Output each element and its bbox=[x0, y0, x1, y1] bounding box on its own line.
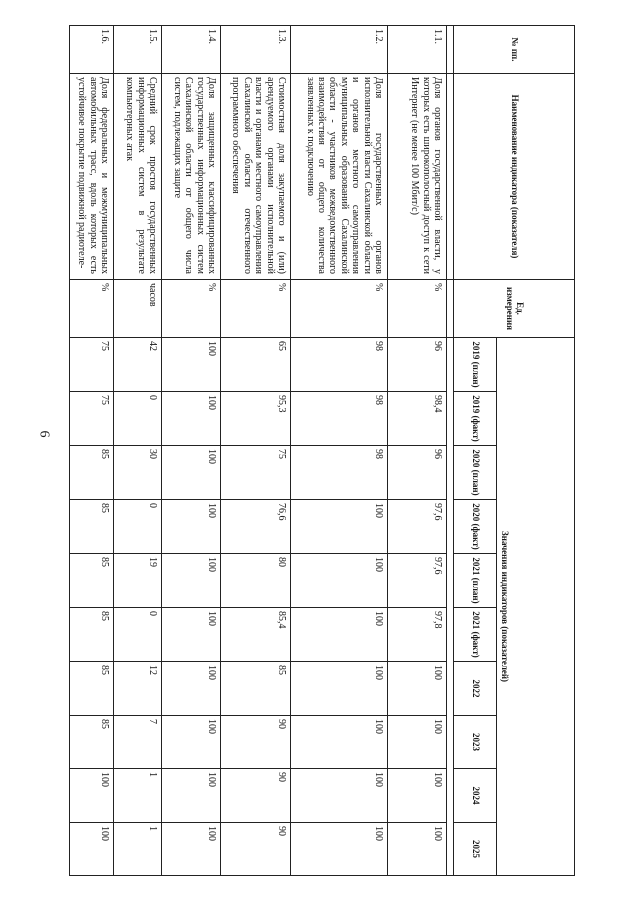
table-header-spacer-row bbox=[447, 26, 454, 876]
row-number-cell: 1.3. bbox=[221, 26, 291, 74]
row-number-cell: 1.5. bbox=[114, 26, 162, 74]
value-cell: 30 bbox=[114, 446, 162, 500]
value-cell: 80 bbox=[221, 554, 291, 608]
value-cell: 85 bbox=[221, 662, 291, 716]
value-cell: 100 bbox=[291, 500, 388, 554]
value-cell: 100 bbox=[162, 769, 221, 823]
table-row bbox=[388, 26, 447, 876]
value-cell: 75 bbox=[70, 392, 114, 446]
value-cell: 90 bbox=[221, 716, 291, 769]
value-cell: 85 bbox=[70, 608, 114, 662]
value-cell: 0 bbox=[114, 392, 162, 446]
value-cell: 90 bbox=[221, 769, 291, 823]
value-cell: 76,6 bbox=[221, 500, 291, 554]
indicator-name-cell: Средний срок простоя государственных информационных систем в результате компьютерных атак bbox=[114, 74, 162, 280]
value-cell: 98 bbox=[291, 338, 388, 392]
row-number-cell: 1.1. bbox=[388, 26, 447, 74]
value-cell: 85 bbox=[70, 554, 114, 608]
header-unit: Ед. измерения bbox=[454, 280, 575, 338]
value-cell: 42 bbox=[114, 338, 162, 392]
value-cell: 0 bbox=[114, 608, 162, 662]
value-cell: 100 bbox=[162, 716, 221, 769]
indicators-table bbox=[69, 25, 575, 876]
value-cell: 100 bbox=[388, 662, 447, 716]
value-cell: 100 bbox=[162, 662, 221, 716]
value-cell: 100 bbox=[162, 392, 221, 446]
spacer-cell bbox=[447, 74, 454, 280]
rotated-page bbox=[76, 25, 575, 875]
spacer-cell bbox=[447, 280, 454, 338]
value-cell: 85 bbox=[70, 716, 114, 769]
value-cell: 95,3 bbox=[221, 392, 291, 446]
value-cell: 97,6 bbox=[388, 500, 447, 554]
value-cell: 97,6 bbox=[388, 554, 447, 608]
value-cell: 100 bbox=[162, 554, 221, 608]
value-cell: 100 bbox=[70, 769, 114, 823]
header-values-group: Значения индикаторов (показателей) bbox=[497, 338, 575, 876]
value-cell: 100 bbox=[162, 500, 221, 554]
value-cell: 96 bbox=[388, 446, 447, 500]
table-header-row bbox=[497, 26, 575, 876]
value-cell: 100 bbox=[291, 662, 388, 716]
value-cell: 100 bbox=[162, 338, 221, 392]
value-cell: 100 bbox=[291, 554, 388, 608]
value-cell: 1 bbox=[114, 769, 162, 823]
indicator-name-cell: Доля федеральных и межмуниципальных автомобильных трасс, вдоль которых есть устойчивое покрытие подвижной радиотеле- bbox=[70, 74, 114, 280]
value-cell: 100 bbox=[291, 769, 388, 823]
value-cell: 12 bbox=[114, 662, 162, 716]
header-name: Наименование индикатора (показателя) bbox=[454, 74, 575, 280]
header-year: 2021 (факт) bbox=[454, 608, 497, 662]
table-row bbox=[114, 26, 162, 876]
value-cell: 75 bbox=[70, 338, 114, 392]
indicator-name-cell: Доля органов государственной власти, у которых есть широкополосный доступ к сети Интернет (не менее 100 Мбит/с) bbox=[388, 74, 447, 280]
indicator-name-cell: Стоимостная доля закупаемого и (или) арендуемого органами исполнительной власти и органами местного самоуправления Сахалинской области отечественного программного обеспечения bbox=[221, 74, 291, 280]
value-cell: 85 bbox=[70, 662, 114, 716]
value-cell: 100 bbox=[162, 446, 221, 500]
row-number-cell: 1.2. bbox=[291, 26, 388, 74]
value-cell: 90 bbox=[221, 823, 291, 876]
value-cell: 75 bbox=[221, 446, 291, 500]
value-cell: 7 bbox=[114, 716, 162, 769]
header-year: 2021 (план) bbox=[454, 554, 497, 608]
table-row bbox=[221, 26, 291, 876]
value-cell: 100 bbox=[388, 716, 447, 769]
spacer-cell bbox=[447, 26, 454, 74]
value-cell: 96 bbox=[388, 338, 447, 392]
header-number: № пп. bbox=[454, 26, 575, 74]
value-cell: 100 bbox=[291, 823, 388, 876]
value-cell: 100 bbox=[162, 608, 221, 662]
header-year: 2025 bbox=[454, 823, 497, 876]
unit-cell: % bbox=[70, 280, 114, 338]
indicator-name-cell: Доля защищенных классифицированных государственных информационных систем Сахалинской области от общего числа систем, подлежащих защите bbox=[162, 74, 221, 280]
table-row bbox=[291, 26, 388, 876]
value-cell: 100 bbox=[291, 608, 388, 662]
unit-cell: % bbox=[388, 280, 447, 338]
spacer-cell bbox=[447, 338, 454, 876]
header-year: 2020 (план) bbox=[454, 446, 497, 500]
row-number-cell: 1.4. bbox=[162, 26, 221, 74]
value-cell: 0 bbox=[114, 500, 162, 554]
value-cell: 98 bbox=[291, 392, 388, 446]
header-year: 2024 bbox=[454, 769, 497, 823]
indicator-name-cell: Доля государственных органов исполнительной власти Сахалинской области и органов местного самоуправления муниципальных образований Сахалинской области - участников межведомственного взаимодействия от общего количества заявленных к подключению bbox=[291, 74, 388, 280]
value-cell: 97,8 bbox=[388, 608, 447, 662]
table-row bbox=[70, 26, 114, 876]
value-cell: 100 bbox=[70, 823, 114, 876]
value-cell: 65 bbox=[221, 338, 291, 392]
header-year: 2019 (факт) bbox=[454, 392, 497, 446]
value-cell: 100 bbox=[162, 823, 221, 876]
header-year: 2023 bbox=[454, 716, 497, 769]
value-cell: 85,4 bbox=[221, 608, 291, 662]
page-number: 6 bbox=[36, 430, 52, 438]
value-cell: 98,4 bbox=[388, 392, 447, 446]
value-cell: 100 bbox=[388, 823, 447, 876]
value-cell: 100 bbox=[388, 769, 447, 823]
value-cell: 98 bbox=[291, 446, 388, 500]
value-cell: 19 bbox=[114, 554, 162, 608]
table-row bbox=[162, 26, 221, 876]
unit-cell: % bbox=[162, 280, 221, 338]
unit-cell: % bbox=[291, 280, 388, 338]
table-body bbox=[70, 26, 447, 876]
value-cell: 85 bbox=[70, 500, 114, 554]
value-cell: 85 bbox=[70, 446, 114, 500]
unit-cell: часов bbox=[114, 280, 162, 338]
unit-cell: % bbox=[221, 280, 291, 338]
header-year: 2019 (план) bbox=[454, 338, 497, 392]
value-cell: 100 bbox=[291, 716, 388, 769]
header-year: 2020 (факт) bbox=[454, 500, 497, 554]
row-number-cell: 1.6. bbox=[70, 26, 114, 74]
header-year: 2022 bbox=[454, 662, 497, 716]
value-cell: 1 bbox=[114, 823, 162, 876]
